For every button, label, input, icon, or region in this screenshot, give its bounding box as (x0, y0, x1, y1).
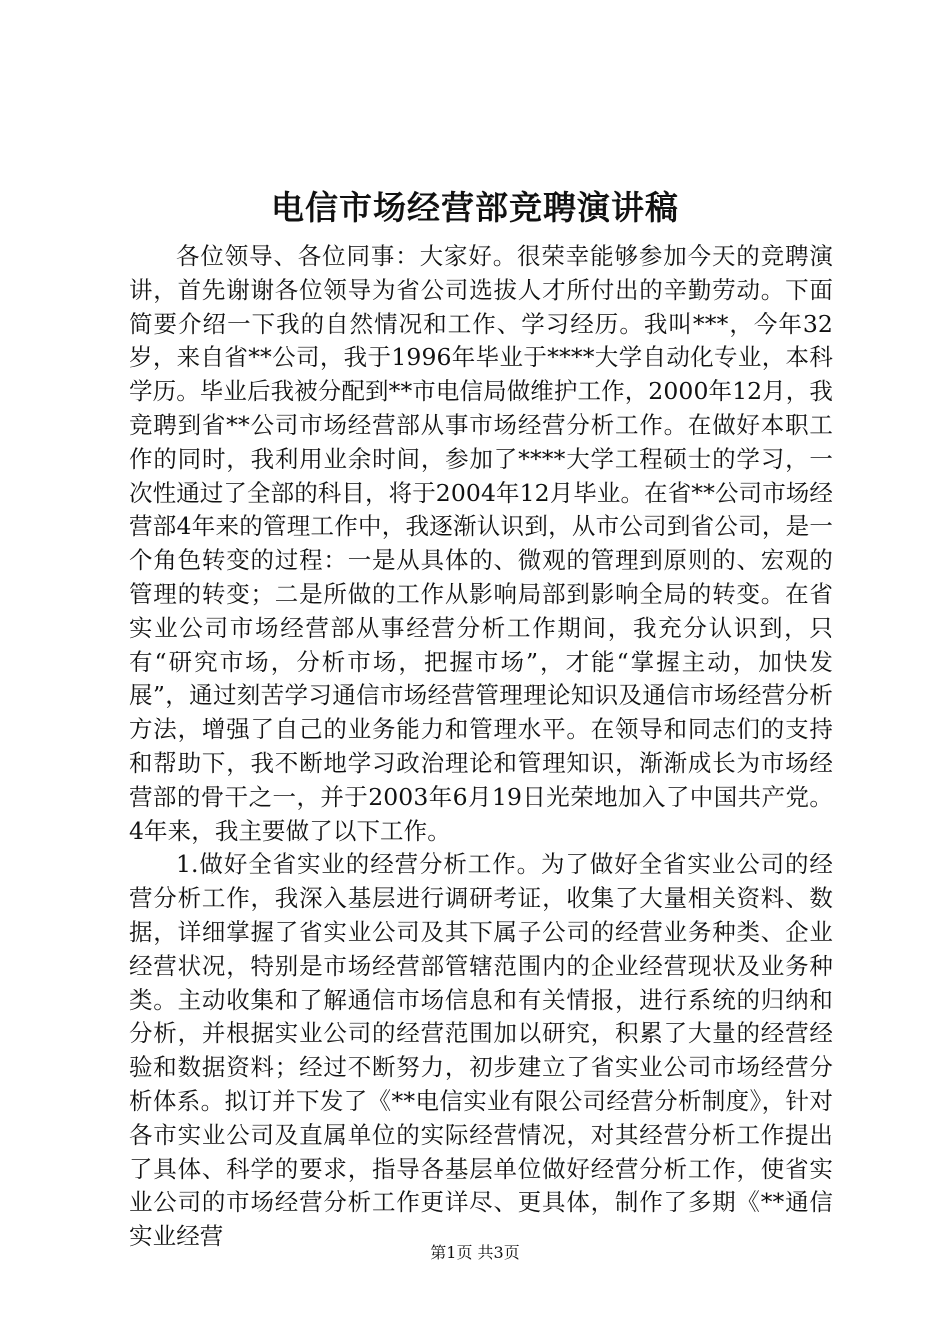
document-body (129, 240, 833, 1254)
paragraph-item-1: 1.做好全省实业的经营分析工作。为了做好全省实业公司的经营分析工作，我深入基层进行调研考证，收集了大量相关资料、数据，详细掌握了省实业公司及其下属子公司的经营业务种类、企业经营状况，特别是市场经营部管辖范围内的企业经营现状及业务种类。主动收集和了解通信市场信息和有关情报，进行系统的归纳和分析，并根据实业公司的经营范围加以研究，积累了大量的经营经验和数据资料；经过不断努力，初步建立了省实业公司市场经营分析体系。拟订并下发了《**电信实业有限公司经营分析制度》，针对各市实业公司及直属单位的实际经营情况，对其经营分析工作提出了具体、科学的要求，指导各基层单位做好经营分析工作，使省实业公司的市场经营分析工作更详尽、更具体，制作了多期《**通信实业经营 (129, 850, 833, 1251)
paragraph-intro: 各位领导、各位同事：大家好。很荣幸能够参加今天的竞聘演讲，首先谢谢各位领导为省公司选拔人才所付出的辛勤劳动。下面简要介绍一下我的自然情况和工作、学习经历。我叫***，今年32岁，来自省**公司，我于1996年毕业于****大学自动化专业，本科学历。毕业后我被分配到**市电信局做维护工作，2000年12月，我竞聘到省**公司市场经营部从事市场经营分析工作。在做好本职工作的同时，我利用业余时间，参加了****大学工程硕士的学习，一次性通过了全部的科目，将于2004年12月毕业。在省**公司市场经营部4年来的管理工作中，我逐渐认识到，从市公司到省公司，是一个角色转变的过程：一是从具体的、微观的管理到原则的、宏观的管理的转变；二是所做的工作从影响局部到影响全局的转变。在省实业公司市场经营部从事经营分析工作期间，我充分认识到，只有“研究市场，分析市场，把握市场”，才能“掌握主动，加快发展”，通过刻苦学习通信市场经营管理理论知识及通信市场经营分析方法，增强了自己的业务能力和管理水平。在领导和同志们的支持和帮助下，我不断地学习政治理论和管理知识，渐渐成长为市场经营部的骨干之一，并于2003年6月19日光荣地加入了中国共产党。4年来，我主要做了以下工作。 (129, 242, 834, 845)
page-number-footer: 第1页 共3页 (430, 1243, 520, 1262)
document-title: 电信市场经营部竞聘演讲稿 (271, 188, 679, 227)
